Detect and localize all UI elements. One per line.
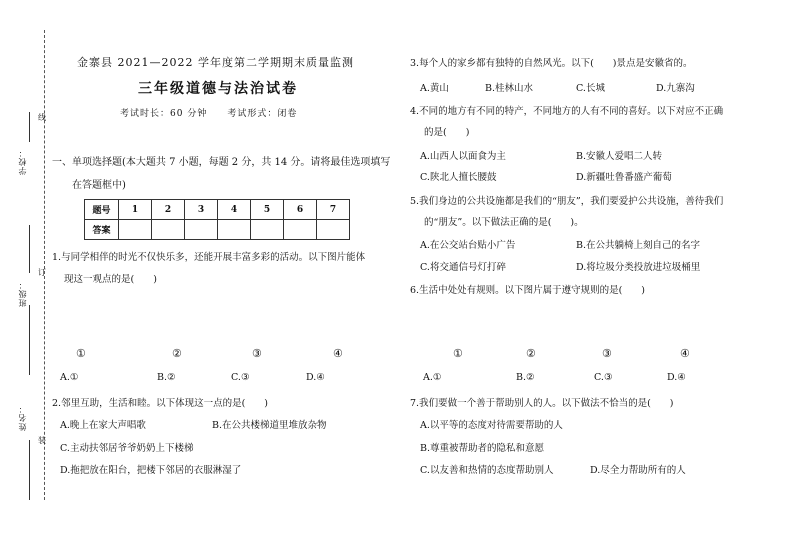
- q6-option-b[interactable]: B.②: [516, 372, 535, 383]
- answer-table-number: 4: [218, 200, 251, 220]
- q6-option-d[interactable]: D.④: [667, 372, 686, 383]
- answer-table: [84, 199, 350, 240]
- q2-option-a[interactable]: A.晚上在家大声唱歌: [60, 420, 146, 431]
- q6-pic-label: ①: [453, 347, 463, 360]
- q2-option-c[interactable]: C.主动扶邻居爷爷奶奶上下楼梯: [60, 443, 194, 454]
- class-label: 班级：: [18, 280, 27, 307]
- q1-pic-label: ②: [172, 347, 182, 360]
- school-label: 学校：: [18, 148, 27, 175]
- q2-option-b[interactable]: B.在公共楼梯道里堆放杂物: [212, 420, 327, 431]
- q4-option-b[interactable]: B.安徽人爱唱二人转: [576, 151, 663, 162]
- binding-mark-order: 订: [38, 268, 46, 277]
- q6-pic-label: ②: [526, 347, 536, 360]
- school-blank[interactable]: [29, 112, 30, 142]
- answer-cell[interactable]: [119, 220, 152, 240]
- answer-table-answer-row: [85, 220, 350, 240]
- class-blank-lower[interactable]: [29, 305, 30, 375]
- q1-option-a[interactable]: A.①: [60, 372, 79, 383]
- answer-table-number: 1: [119, 200, 152, 220]
- q5-option-b[interactable]: B.在公共躺椅上刻自己的名字: [576, 240, 701, 251]
- q7-stem: 7.我们要做一个善于帮助别人的人。以下做法不恰当的是( ): [410, 398, 674, 409]
- q6-stem: 6.生活中处处有规则。以下图片属于遵守规则的是( ): [410, 285, 645, 296]
- q3-option-a[interactable]: A.黄山: [420, 83, 449, 94]
- q3-option-d[interactable]: D.九寨沟: [656, 83, 695, 94]
- q7-option-a[interactable]: A.以平等的态度对待需要帮助的人: [420, 420, 563, 431]
- q5-stem: 5.我们身边的公共设施都是我们的“朋友”，我们要爱护公共设施，善待我们: [410, 196, 724, 207]
- answer-table-number: 2: [152, 200, 185, 220]
- q1-option-b[interactable]: B.②: [157, 372, 176, 383]
- answer-table-answer-label: 答案: [85, 220, 119, 240]
- exam-meta: 考试时长：60 分钟 考试形式：闭卷: [120, 109, 298, 119]
- answer-table-number: 6: [284, 200, 317, 220]
- name-blank[interactable]: [29, 440, 30, 500]
- answer-table-header-row: [85, 200, 350, 220]
- q2-option-d[interactable]: D.拖把放在阳台，把楼下邻居的衣服淋湿了: [60, 465, 242, 476]
- q4-stem-cont: 的是( ): [424, 127, 470, 138]
- answer-cell[interactable]: [185, 220, 218, 240]
- binding-mark-bind: 装: [38, 436, 46, 445]
- answer-cell[interactable]: [284, 220, 317, 240]
- q4-option-a[interactable]: A.山西人以面食为主: [420, 151, 506, 162]
- q7-option-c[interactable]: C.以友善和热情的态度帮助别人: [420, 465, 554, 476]
- answer-table-number: 7: [317, 200, 350, 220]
- q3-stem: 3.每个人的家乡都有独特的自然风光。以下( )景点是安徽省的。: [410, 58, 693, 69]
- binding-dashed-line: [44, 30, 45, 500]
- q1-stem: 1.与同学相伴的时光不仅快乐多，还能开展丰富多彩的活动。以下图片能体: [52, 252, 366, 263]
- q1-pic-label: ③: [252, 347, 262, 360]
- q4-option-d[interactable]: D.新疆吐鲁番盛产葡萄: [576, 172, 672, 183]
- answer-cell[interactable]: [317, 220, 350, 240]
- q5-option-c[interactable]: C.将交通信号灯打碎: [420, 262, 506, 273]
- class-blank[interactable]: [29, 225, 30, 273]
- q6-option-a[interactable]: A.①: [423, 372, 442, 383]
- binding-mark-line: 线: [38, 113, 46, 122]
- q6-option-c[interactable]: C.③: [594, 372, 613, 383]
- section-heading-cont: 在答题框中): [72, 180, 126, 191]
- name-label: 姓名：: [18, 404, 27, 431]
- q1-pic-label: ①: [76, 347, 86, 360]
- q1-option-d[interactable]: D.④: [306, 372, 325, 383]
- q5-option-d[interactable]: D.将垃圾分类投放进垃圾桶里: [576, 262, 701, 273]
- q7-option-d[interactable]: D.尽全力帮助所有的人: [590, 465, 686, 476]
- q1-option-c[interactable]: C.③: [231, 372, 250, 383]
- q5-stem-cont: 的“朋友”。以下做法正确的是( )。: [424, 217, 584, 228]
- q1-pic-label: ④: [333, 347, 343, 360]
- answer-cell[interactable]: [152, 220, 185, 240]
- answer-cell[interactable]: [251, 220, 284, 240]
- answer-table-number: 5: [251, 200, 284, 220]
- q4-option-c[interactable]: C.陕北人擅长腰鼓: [420, 172, 497, 183]
- answer-table-header-label: 题号: [85, 200, 119, 220]
- q5-option-a[interactable]: A.在公交站台贴小广告: [420, 240, 516, 251]
- answer-table-number: 3: [185, 200, 218, 220]
- q2-stem: 2.邻里互助，生活和睦。以下体现这一点的是( ): [52, 398, 268, 409]
- exam-title: 三年级道德与法治试卷: [138, 81, 298, 97]
- q1-stem-cont: 现这一观点的是( ): [64, 274, 157, 285]
- answer-cell[interactable]: [218, 220, 251, 240]
- q6-pic-label: ③: [602, 347, 612, 360]
- q3-option-b[interactable]: B.桂林山水: [485, 83, 534, 94]
- q3-option-c[interactable]: C.长城: [576, 83, 605, 94]
- section-heading: 一、单项选择题(本大题共 7 小题，每题 2 分，共 14 分。请将最佳选项填写: [52, 157, 391, 168]
- q6-pic-label: ④: [680, 347, 690, 360]
- q4-stem: 4.不同的地方有不同的特产，不同地方的人有不同的喜好。以下对应不正确: [410, 106, 724, 117]
- exam-subtitle: 金寨县 2021—2022 学年度第二学期期末质量监测: [77, 56, 354, 69]
- q7-option-b[interactable]: B.尊重被帮助者的隐私和意愿: [420, 443, 545, 454]
